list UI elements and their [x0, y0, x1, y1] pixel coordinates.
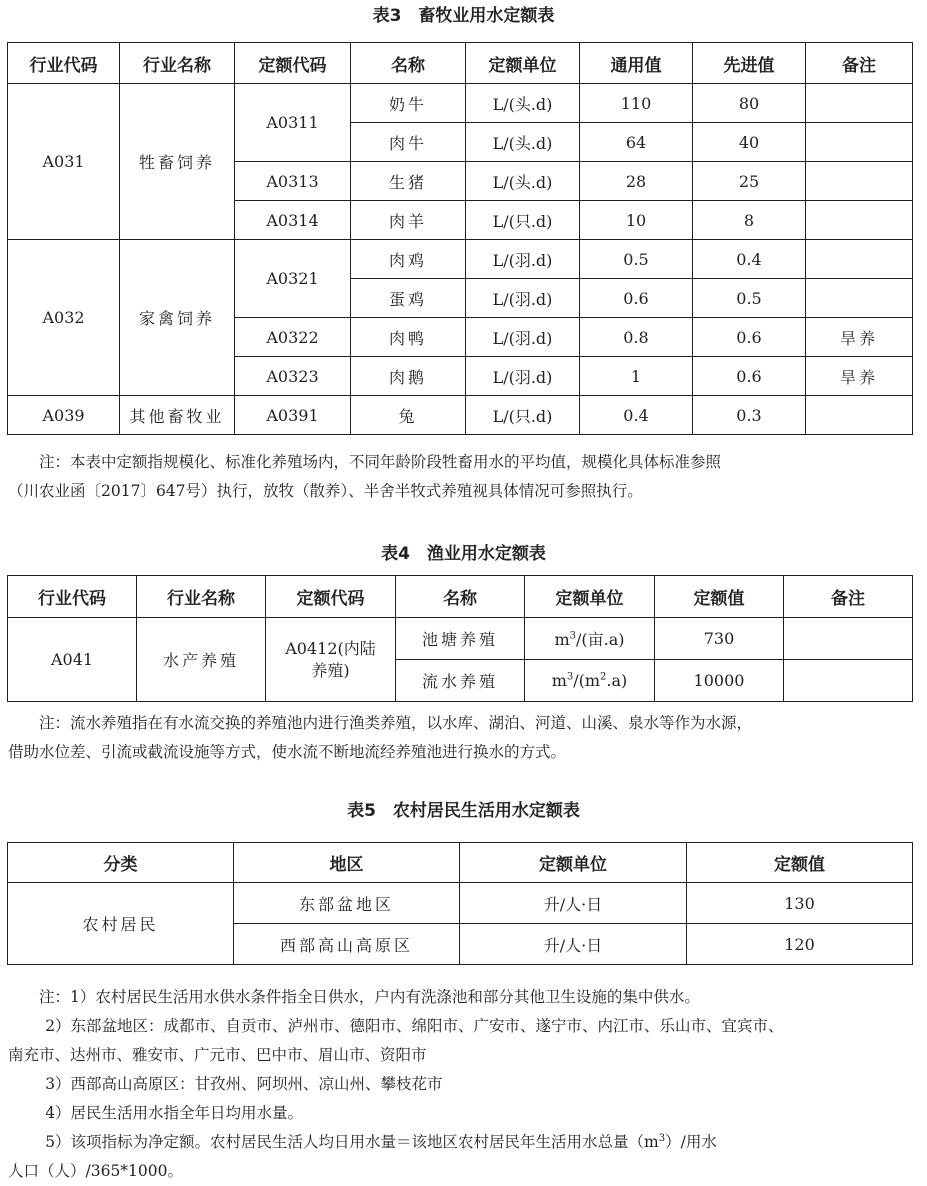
unit-sup: 3 [569, 630, 577, 642]
industry-code-cell: A032 [8, 240, 120, 396]
item-name-cell: 兔 [351, 396, 466, 435]
unit-cell: L/(只.d) [466, 396, 580, 435]
advanced-value-cell: 0.3 [693, 396, 806, 435]
general-value-cell: 10 [580, 201, 693, 240]
unit-cell: 升/人·日 [460, 883, 687, 924]
industry-name-cell: 牲畜饲养 [120, 84, 235, 240]
general-value-cell: 1 [580, 357, 693, 396]
unit-cell: L/(羽.d) [466, 357, 580, 396]
item-name-cell: 奶牛 [351, 84, 466, 123]
unit-cell: L/(羽.d) [466, 279, 580, 318]
header-item-name: 名称 [351, 43, 466, 84]
table4-title: 表4 渔业用水定额表 [381, 544, 546, 564]
item-name-cell: 肉鸡 [351, 240, 466, 279]
table3 [7, 42, 913, 435]
general-value-cell: 0.4 [580, 396, 693, 435]
table-row [8, 618, 913, 660]
table5-header-row [8, 843, 913, 883]
remark-cell [806, 240, 913, 279]
note-line: 4）居民生活用水指全年日均用水量。 [45, 1104, 304, 1122]
header-quota-unit: 定额单位 [466, 43, 580, 84]
quota-code-cell: A0311 [235, 84, 351, 162]
industry-name-cell: 其他畜牧业 [120, 396, 235, 435]
note5-after: ）/用水 [665, 1133, 717, 1151]
header-industry-code: 行业代码 [8, 43, 120, 84]
table-row [8, 883, 913, 924]
header-quota-value: 定额值 [687, 843, 913, 883]
unit-sup: 3 [566, 671, 574, 683]
table-row [8, 396, 913, 435]
quota-code-cell: A0313 [235, 162, 351, 201]
header-remark: 备注 [784, 576, 913, 618]
header-quota-unit: 定额单位 [460, 843, 687, 883]
note5-before: 5）该项指标为净定额。农村居民生活人均日用水量＝该地区农村居民年生活用水总量（m [45, 1133, 659, 1151]
table3-title: 表3 畜牧业用水定额表 [372, 6, 555, 26]
industry-name-cell: 水产养殖 [137, 618, 266, 702]
note-line: 2）东部盆地区：成都市、自贡市、泸州市、德阳市、绵阳市、广安市、遂宁市、内江市、乐山市、宜宾市、 [45, 1017, 784, 1035]
unit-rest: /(亩.a) [576, 630, 625, 649]
header-industry-name: 行业名称 [137, 576, 266, 618]
note-line [8, 1128, 920, 1157]
unit-cell [525, 660, 655, 702]
remark-cell [806, 162, 913, 201]
general-value-cell: 110 [580, 84, 693, 123]
table3-note [8, 448, 920, 506]
remark-cell [806, 201, 913, 240]
industry-code-cell: A041 [8, 618, 137, 702]
note-line: 南充市、达州市、雅安市、广元市、巴中市、眉山市、资阳市 [8, 1046, 427, 1064]
general-value-cell: 0.5 [580, 240, 693, 279]
category-cell: 农村居民 [8, 883, 234, 965]
remark-cell [784, 660, 913, 702]
quota-code-cell: A0391 [235, 396, 351, 435]
unit-rest: .a) [606, 671, 628, 690]
note-line: 借助水位差、引流或截流设施等方式，使水流不断地流经养殖池进行换水的方式。 [8, 743, 567, 761]
unit-cell [525, 618, 655, 660]
unit-mid: /(m [573, 671, 601, 690]
industry-code-cell: A031 [8, 84, 120, 240]
advanced-value-cell: 0.5 [693, 279, 806, 318]
remark-cell [784, 618, 913, 660]
header-region: 地区 [234, 843, 460, 883]
header-quota-code: 定额代码 [266, 576, 396, 618]
general-value-cell: 0.8 [580, 318, 693, 357]
general-value-cell: 0.6 [580, 279, 693, 318]
unit-cell: 升/人·日 [460, 924, 687, 965]
note-line: 注：本表中定额指规模化、标准化养殖场内，不同年龄阶段牲畜用水的平均值，规模化具体标准参照 [39, 453, 722, 471]
header-industry-name: 行业名称 [120, 43, 235, 84]
item-name-cell: 生猪 [351, 162, 466, 201]
unit-cell: L/(头.d) [466, 123, 580, 162]
unit-cell: L/(头.d) [466, 84, 580, 123]
table5-note [8, 983, 920, 1186]
quota-code-cell: A0314 [235, 201, 351, 240]
note-line: （川农业函〔2017〕647号）执行，放牧（散养）、半舍半牧式养殖视具体情况可参照执行。 [8, 482, 643, 500]
unit-cell: L/(羽.d) [466, 240, 580, 279]
industry-code-cell: A039 [8, 396, 120, 435]
header-remark: 备注 [806, 43, 913, 84]
header-industry-code: 行业代码 [8, 576, 137, 618]
advanced-value-cell: 0.6 [693, 318, 806, 357]
industry-name-cell: 家禽饲养 [120, 240, 235, 396]
unit-base: m [554, 630, 570, 649]
table5-title: 表5 农村居民生活用水定额表 [347, 801, 580, 821]
item-name-cell: 肉牛 [351, 123, 466, 162]
item-name-cell: 蛋鸡 [351, 279, 466, 318]
unit-cell: L/(只.d) [466, 201, 580, 240]
table5 [7, 842, 913, 965]
table4 [7, 575, 913, 702]
quota-code-cell: A0412(内陆养殖) [266, 618, 396, 702]
header-item-name: 名称 [396, 576, 525, 618]
table3-header-row [8, 43, 913, 84]
table4-note [8, 709, 920, 767]
remark-cell [806, 123, 913, 162]
header-general-value: 通用值 [580, 43, 693, 84]
advanced-value-cell: 80 [693, 84, 806, 123]
quota-value-cell: 730 [655, 618, 784, 660]
remark-cell [806, 279, 913, 318]
note-line: 注：1）农村居民生活用水供水条件指全日供水，户内有洗涤池和部分其他卫生设施的集中供水。 [39, 988, 700, 1006]
general-value-cell: 28 [580, 162, 693, 201]
region-cell: 东部盆地区 [234, 883, 460, 924]
advanced-value-cell: 8 [693, 201, 806, 240]
advanced-value-cell: 40 [693, 123, 806, 162]
header-quota-code: 定额代码 [235, 43, 351, 84]
remark-cell: 旱养 [806, 318, 913, 357]
table4-header-row [8, 576, 913, 618]
unit-base: m [551, 671, 567, 690]
item-name-cell: 流水养殖 [396, 660, 525, 702]
header-advanced-value: 先进值 [693, 43, 806, 84]
remark-cell: 旱养 [806, 357, 913, 396]
table-row [8, 84, 913, 123]
advanced-value-cell: 0.4 [693, 240, 806, 279]
quota-code-cell: A0322 [235, 318, 351, 357]
item-name-cell: 池塘养殖 [396, 618, 525, 660]
remark-cell [806, 396, 913, 435]
item-name-cell: 肉鸭 [351, 318, 466, 357]
region-cell: 西部高山高原区 [234, 924, 460, 965]
quota-code-cell: A0321 [235, 240, 351, 318]
remark-cell [806, 84, 913, 123]
item-name-cell: 肉羊 [351, 201, 466, 240]
unit-sup2: 2 [600, 671, 607, 683]
item-name-cell: 肉鹅 [351, 357, 466, 396]
quota-value-cell: 10000 [655, 660, 784, 702]
quota-value-cell: 120 [687, 924, 913, 965]
unit-cell: L/(羽.d) [466, 318, 580, 357]
header-category: 分类 [8, 843, 234, 883]
note5-sup: 3 [658, 1132, 666, 1144]
table-row [8, 240, 913, 279]
quota-value-cell: 130 [687, 883, 913, 924]
header-quota-unit: 定额单位 [525, 576, 655, 618]
advanced-value-cell: 25 [693, 162, 806, 201]
unit-cell: L/(头.d) [466, 162, 580, 201]
advanced-value-cell: 0.6 [693, 357, 806, 396]
note-line: 注：流水养殖指在有水流交换的养殖池内进行渔类养殖，以水库、湖泊、河道、山溪、泉水等作为水源， [39, 714, 753, 732]
note-line: 3）西部高山高原区：甘孜州、阿坝州、凉山州、攀枝花市 [45, 1075, 443, 1093]
note-line: 人口（人）/365*1000。 [8, 1162, 184, 1180]
header-quota-value: 定额值 [655, 576, 784, 618]
general-value-cell: 64 [580, 123, 693, 162]
quota-code-cell: A0323 [235, 357, 351, 396]
